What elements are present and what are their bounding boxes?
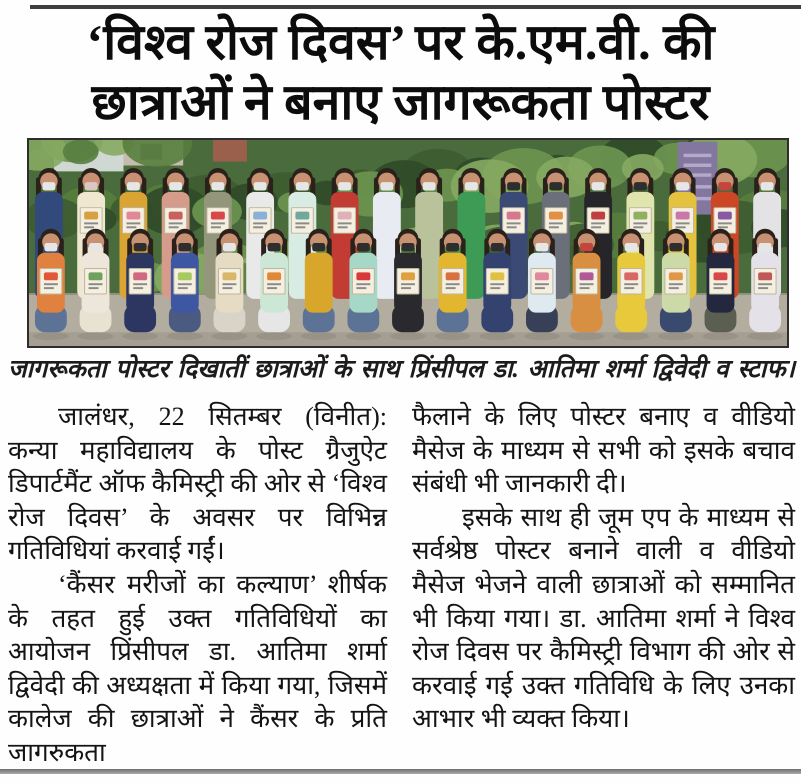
poster-text-line [490, 287, 500, 289]
poster-art [758, 272, 772, 280]
shadow [212, 332, 248, 340]
face-mask [669, 243, 682, 251]
poster-text-line [267, 287, 277, 289]
poster-text-line [338, 226, 348, 228]
poster [291, 208, 313, 234]
shadow [78, 332, 114, 340]
torso [305, 253, 333, 313]
face-mask [211, 182, 224, 190]
poster [219, 269, 241, 295]
poster-text-line [89, 287, 99, 289]
group-photo-illustration [29, 140, 787, 346]
poster-text-line [169, 226, 179, 228]
poster [263, 269, 285, 295]
poster-text-line [718, 222, 732, 224]
poster-art [580, 272, 594, 280]
poster-art [84, 212, 98, 220]
shadow [703, 332, 739, 340]
poster-text-line [211, 222, 225, 224]
poster-art [669, 272, 683, 280]
shadow [658, 332, 694, 340]
poster-art [178, 272, 192, 280]
poster-text-line [714, 283, 728, 285]
shadow [435, 332, 471, 340]
person-kneeling [345, 229, 381, 340]
poster-art [44, 272, 58, 280]
poster-text-line [580, 283, 594, 285]
face-mask [44, 243, 57, 251]
poster-text-line [356, 283, 370, 285]
face-mask [592, 182, 605, 190]
person-kneeling [390, 229, 426, 340]
poster-text-line [507, 226, 517, 228]
poster [486, 269, 508, 295]
poster-art [676, 212, 690, 220]
poster-text-line [126, 222, 140, 224]
person-kneeling [435, 229, 471, 340]
poster-text-line [295, 222, 309, 224]
poster-art [624, 272, 638, 280]
poster-art [401, 272, 415, 280]
face-mask [85, 182, 98, 190]
person-kneeling [747, 229, 783, 340]
face-mask [296, 182, 309, 190]
poster-text-line [133, 283, 147, 285]
article-column-right [412, 400, 795, 736]
poster-art [549, 212, 563, 220]
face-mask [402, 243, 415, 251]
paragraph-right-continuation: फैलाने के लिए पोस्टर बनाए व वीडियो मैसेज के माध्यम से सभी को इसके बचाव संबंधी भी जानकारी दी। [412, 402, 795, 499]
face-mask [338, 182, 351, 190]
poster-text-line [222, 283, 236, 285]
poster-text-line [591, 226, 601, 228]
poster-text-line [633, 226, 643, 228]
poster [620, 269, 642, 295]
poster [442, 269, 464, 295]
poster [249, 208, 271, 234]
headline [0, 12, 801, 132]
person-kneeling [703, 229, 739, 340]
poster [40, 269, 62, 295]
poster-text-line [549, 222, 563, 224]
face-mask [759, 243, 772, 251]
poster-art [507, 212, 521, 220]
shadow [256, 332, 292, 340]
poster [334, 208, 356, 234]
poster-art [295, 212, 309, 220]
poster-text-line [133, 287, 143, 289]
poster-art [446, 272, 460, 280]
poster-text-line [676, 222, 690, 224]
poster-text-line [549, 226, 559, 228]
poster-art [535, 272, 549, 280]
poster [754, 269, 776, 295]
face-mask [465, 182, 478, 190]
poster-text-line [178, 287, 188, 289]
paragraph-right-2: इसके साथ ही जूम एप के माध्यम से सर्वश्रेष्ठ पोस्टर बनाने वाली व वीडियो मैसेज भेजने वाली छात्राओं को सम्मानित भी किया गया। डा. आतिमा शर्मा ने विश्व रोज दिवस पर कैमिस्ट्री विभाग की ओर से करवाई गई उक्त गतिविधि के लिए उनका आभार भी व्यक्त किया। [412, 502, 795, 734]
shadow [479, 332, 515, 340]
photo-caption: जागरूकता पोस्टर दिखातीं छात्राओं के साथ प्रिंसीपल डा. आतिमा शर्मा द्विवेदी व स्टाफ। [8, 356, 795, 383]
person-kneeling [569, 229, 605, 340]
paragraph-dateline: जालंधर, 22 सितम्बर (विनीत): कन्या महाविद्यालय के पोस्ट ग्रैजुऐट डिपार्टमैंट ऑफ कैमिस्ट्री की ओर से ‘विश्व रोज दिवस’ के अवसर पर विभिन्न गतिविधियां करवाई गईं। [8, 402, 387, 566]
person-kneeling [658, 229, 694, 340]
article-column-left [8, 400, 387, 770]
poster-text-line [669, 283, 683, 285]
poster-text-line [401, 287, 411, 289]
poster-art [633, 212, 647, 220]
person-kneeling [613, 229, 649, 340]
face-mask [223, 243, 236, 251]
poster [531, 269, 553, 295]
poster [129, 269, 151, 295]
shadow [33, 332, 69, 340]
face-mask [446, 243, 459, 251]
person-kneeling [33, 229, 69, 340]
poster-text-line [84, 226, 94, 228]
poster-text-line [591, 222, 605, 224]
poster-art [253, 212, 267, 220]
face-mask [761, 182, 774, 190]
poster-text-line [44, 287, 54, 289]
person-kneeling [256, 229, 292, 340]
face-mask [169, 182, 182, 190]
face-mask [357, 243, 370, 251]
face-mask [423, 182, 436, 190]
face-mask [625, 243, 638, 251]
top-divider [30, 5, 801, 9]
poster-text-line [295, 226, 305, 228]
poster-text-line [446, 287, 456, 289]
person-kneeling [122, 229, 158, 340]
face-mask [714, 243, 727, 251]
poster-art [356, 272, 370, 280]
person-kneeling [524, 229, 560, 340]
poster-art [591, 212, 605, 220]
poster [576, 269, 598, 295]
sign-text-line [684, 154, 712, 157]
poster-text-line [669, 287, 679, 289]
poster-text-line [211, 226, 221, 228]
shadow [345, 332, 381, 340]
shadow [747, 332, 783, 340]
shadow [524, 332, 560, 340]
poster [587, 208, 609, 234]
poster-text-line [676, 226, 686, 228]
poster-text-line [758, 287, 768, 289]
poster-text-line [633, 222, 647, 224]
face-mask [535, 243, 548, 251]
poster-text-line [490, 283, 504, 285]
headline-line-1: ‘विश्व रोज दिवस’ पर के.एम.वी. की [86, 14, 715, 70]
poster-text-line [222, 287, 232, 289]
poster-art [222, 272, 236, 280]
person-kneeling [479, 229, 515, 340]
poster-art [89, 272, 103, 280]
poster-text-line [356, 287, 366, 289]
poster-text-line [338, 222, 352, 224]
poster-art [718, 212, 732, 220]
poster [665, 269, 687, 295]
poster-text-line [253, 222, 267, 224]
shadow [301, 332, 337, 340]
face-mask [491, 243, 504, 251]
shadow [569, 332, 605, 340]
paragraph-left-2: ‘कैंसर मरीजों का कल्याण’ शीर्षक के तहत हुई उक्त गतिविधियों का आयोजन प्रिंसीपल डा. आतिमा शर्मा द्विवेदी की अध्यक्षता में किया गया, जिसमें कालेज की छात्राओं ने कैंसर के प्रति जागरुकता [8, 569, 387, 767]
person-kneeling [212, 229, 248, 340]
face-mask [580, 243, 593, 251]
poster-text-line [446, 283, 460, 285]
headline-line-2: छात्राओं ने बनाए जागरूकता पोस्टर [91, 74, 710, 130]
poster-art [490, 272, 504, 280]
poster [545, 208, 567, 234]
shadow [390, 332, 426, 340]
face-mask [507, 182, 520, 190]
poster-text-line [535, 283, 549, 285]
poster-text-line [169, 222, 183, 224]
person-kneeling [167, 229, 203, 340]
poster [174, 269, 196, 295]
brick-patch [213, 140, 247, 162]
group-photo [27, 138, 789, 348]
poster [710, 269, 732, 295]
poster-text-line [401, 283, 415, 285]
shadow [122, 332, 158, 340]
poster-text-line [253, 226, 263, 228]
face-mask [178, 243, 191, 251]
poster-text-line [624, 283, 638, 285]
poster [352, 269, 374, 295]
face-mask [549, 182, 562, 190]
face-mask [89, 243, 102, 251]
poster [397, 269, 419, 295]
poster-text-line [84, 222, 98, 224]
poster-text-line [126, 226, 136, 228]
sign-text-line [684, 164, 712, 167]
face-mask [127, 182, 140, 190]
poster-text-line [89, 283, 103, 285]
poster [85, 269, 107, 295]
poster-text-line [535, 287, 545, 289]
face-mask [42, 182, 55, 190]
person-kneeling [78, 229, 114, 340]
poster-text-line [758, 283, 772, 285]
shadow [167, 332, 203, 340]
poster-text-line [624, 287, 634, 289]
poster-art [714, 272, 728, 280]
shadow [613, 332, 649, 340]
poster [207, 208, 229, 234]
poster-art [211, 212, 225, 220]
poster [503, 208, 525, 234]
poster-text-line [580, 287, 590, 289]
face-mask [634, 182, 647, 190]
poster-art [133, 272, 147, 280]
face-mask [312, 243, 325, 251]
foliage-blob [63, 140, 99, 164]
poster-text-line [718, 226, 728, 228]
face-mask [254, 182, 267, 190]
face-mask [380, 182, 393, 190]
person-kneeling [301, 229, 337, 340]
face-mask [718, 182, 731, 190]
face-mask [134, 243, 147, 251]
face-mask [676, 182, 689, 190]
poster-text-line [267, 283, 281, 285]
poster-art [267, 272, 281, 280]
poster-text-line [178, 283, 192, 285]
poster-text-line [44, 283, 58, 285]
bottom-divider [0, 769, 801, 774]
poster-text-line [714, 287, 724, 289]
poster-art [169, 212, 183, 220]
face-mask [268, 243, 281, 251]
poster-art [338, 212, 352, 220]
poster-art [126, 212, 140, 220]
poster-text-line [507, 222, 521, 224]
